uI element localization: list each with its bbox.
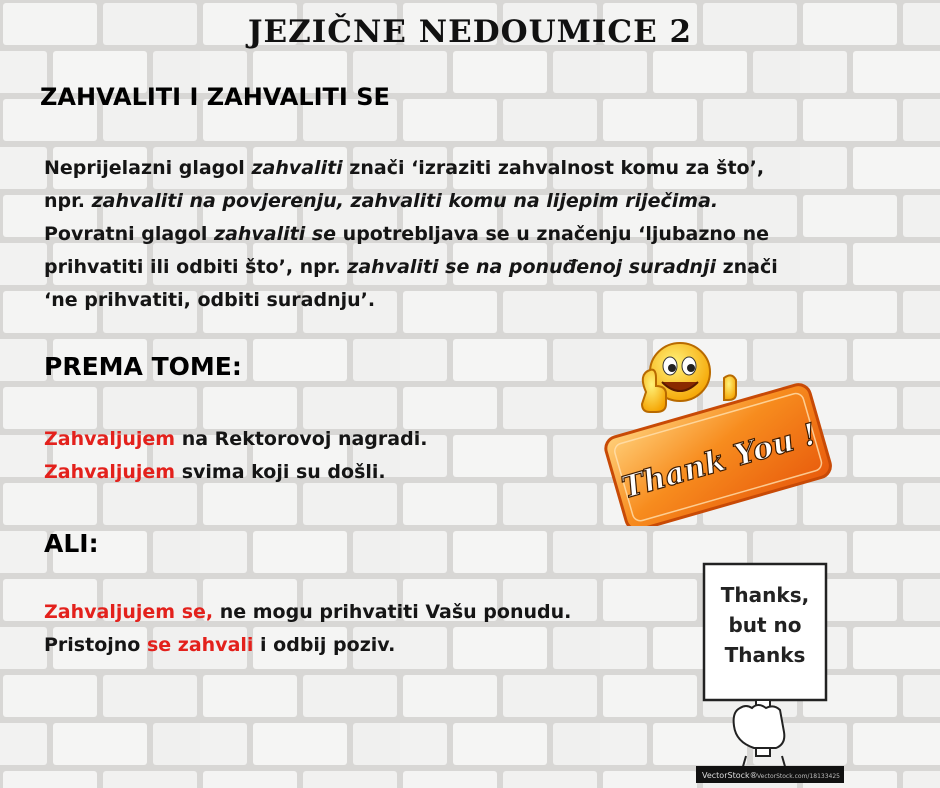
prema-tome-heading: PREMA TOME: <box>44 352 242 381</box>
thank-you-sign-image <box>596 340 832 526</box>
no-thanks-sign-image <box>690 558 850 783</box>
ali-examples <box>44 596 571 662</box>
paragraph-line: Neprijelazni glagol zahvaliti znači ‘izraziti zahvalnost komu za što’, <box>44 157 765 179</box>
paragraph-line: ‘ne prihvatiti, odbiti suradnju’. <box>44 289 376 311</box>
topic-subtitle: ZAHVALITI I ZAHVALITI SE <box>40 83 390 111</box>
no-thanks-line1: Thanks, <box>720 583 810 607</box>
prema-tome-examples <box>44 423 427 489</box>
smiley-thumbs-up-icon <box>642 343 736 412</box>
ali-heading: ALI: <box>44 529 99 558</box>
paragraph-line: prihvatiti ili odbiti što’, npr. zahvaliti se na ponuđenoj suradnji znači <box>44 256 778 278</box>
example-line: Zahvaljujem se, ne mogu prihvatiti Vašu ponudu. <box>44 601 572 623</box>
paragraph-line: npr. zahvaliti na povjerenju, zahvaliti komu na lijepim riječima. <box>44 190 719 212</box>
watermark-logo: VectorStock® <box>702 771 758 780</box>
example-line: Pristojno se zahvali i odbij poziv. <box>44 634 396 656</box>
paragraph-line: Povratni glagol zahvaliti se upotrebljava se u značenju ‘ljubazno ne <box>44 223 770 245</box>
no-thanks-line2: but no <box>728 613 802 637</box>
explanation-paragraph <box>44 152 864 317</box>
example-line: Zahvaljujem svima koji su došli. <box>44 461 386 483</box>
example-line: Zahvaljujem na Rektorovoj nagradi. <box>44 428 428 450</box>
no-thanks-line3: Thanks <box>724 643 806 667</box>
watermark-url: VectorStock.com/18133425 <box>756 773 840 780</box>
page-title: JEZIČNE NEDOUMICE 2 <box>247 14 693 50</box>
thank-you-text: Thank You ! <box>618 416 821 506</box>
